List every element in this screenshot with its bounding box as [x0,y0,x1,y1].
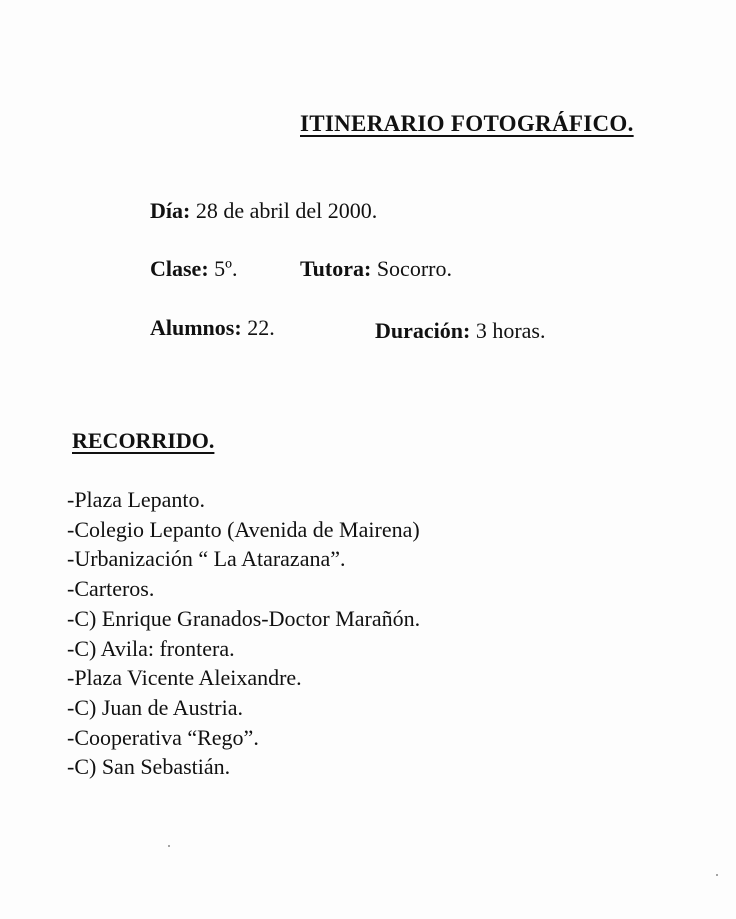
route-item: -C) Enrique Granados-Doctor Marañón. [67,605,421,631]
route-item: -C) Juan de Austria. [67,694,243,720]
tutora-value: Socorro. [376,256,452,281]
dia-line [150,198,377,224]
tutora-label: Tutora: [300,256,372,281]
route-item: -Cooperativa “Rego”. [67,724,259,750]
route-item: -C) Avila: frontera. [67,635,235,661]
tutora-line [300,256,452,282]
route-item: -Plaza Vicente Aleixandre. [67,665,302,691]
duracion-line [375,318,545,344]
route-item: -C) San Sebastián. [67,754,231,780]
route-item: -Carteros. [67,576,155,602]
scan-speck [168,845,170,847]
route-item: -Colegio Lepanto (Avenida de Mairena) [67,516,420,542]
duracion-value: 3 horas. [475,318,546,343]
clase-value: 5º. [214,256,238,281]
scan-speck [716,874,718,876]
duracion-label: Duración: [375,318,471,343]
route-item: -Urbanización “ La Atarazana”. [67,546,346,572]
document-title: ITINERARIO FOTOGRÁFICO. [300,111,634,136]
alumnos-value: 22. [247,315,275,340]
recorrido-heading: RECORRIDO. [72,428,215,453]
alumnos-line [150,315,275,341]
clase-line [150,256,237,282]
dia-value: 28 de abril del 2000. [195,198,378,223]
clase-label: Clase: [150,256,209,281]
route-item: -Plaza Lepanto. [67,487,206,512]
dia-label: Día: [150,198,191,223]
alumnos-label: Alumnos: [150,315,242,340]
route-list [67,485,420,782]
